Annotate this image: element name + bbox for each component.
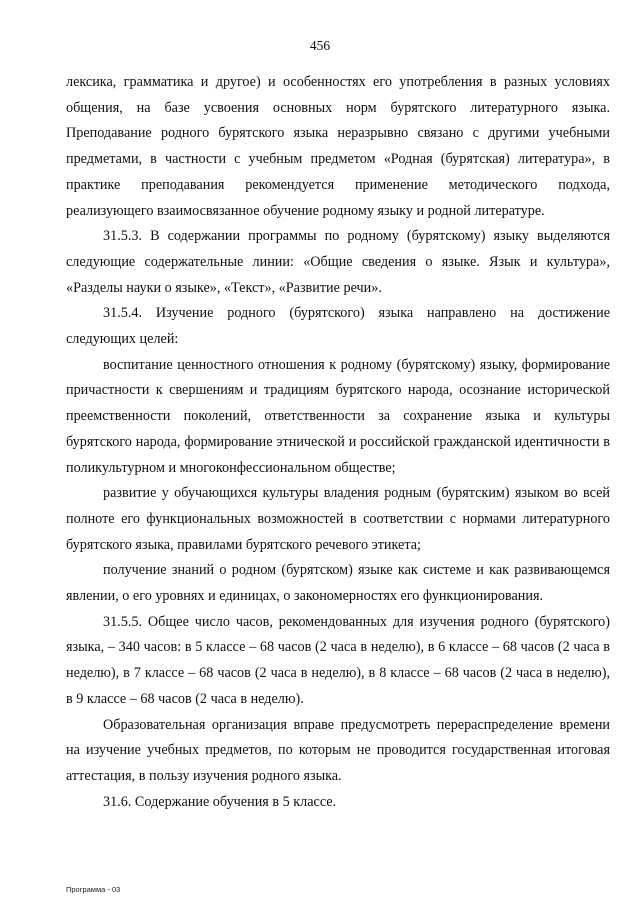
footer-label: Программа - 03 <box>66 885 121 894</box>
paragraph-31-5-3: 31.5.3. В содержании программы по родному (бурятскому) языку выделяются следующие содержательные линии: «Общие сведения о языке. Язык и культура», «Разделы науки о языке», «Текст», «Развитие речи». <box>66 228 610 296</box>
document-body <box>66 70 610 815</box>
paragraph-goal-development: развитие у обучающихся культуры владения родным (бурятским) языком во всей полноте его функциональных возможностей в соответствии с нормами литературного бурятского языка, правилами бурятского речевого этикета; <box>66 485 610 553</box>
paragraph-31-6-heading: 31.6. Содержание обучения в 5 классе. <box>103 793 337 810</box>
paragraph-redistribution: Образовательная организация вправе предусмотреть перераспределение времени на изучение учебных предметов, по которым не проводится государственная итоговая аттестация, в пользу изучения родного языка. <box>66 716 610 784</box>
paragraph-31-5-4: 31.5.4. Изучение родного (бурятского) языка направлено на достижение следующих целей: <box>66 305 610 348</box>
paragraph-goal-upbringing: воспитание ценностного отношения к родному (бурятскому) языку, формирование причастности к свершениям и традициям бурятского народа, осознание исторической преемственности поколений, ответственности за сохранение языка и культуры бурятского народа, формирование этнической и российской гражданской идентичности в поликультурном и многоконфессиональном обществе; <box>66 356 610 476</box>
page-number: 456 <box>309 38 331 53</box>
paragraph-continuation: лексика, грамматика и другое) и особенностях его употребления в разных условиях общения, на базе усвоения основных норм бурятского литературного языка. Преподавание родного бурятского языка неразрывно связано с другими учебными предметами, в частности с учебным предметом «Родная (бурятская) литература», в практике преподавания рекомендуется применение методического подхода, реализующего взаимосвязанное обучение родному языку и родной литературе. <box>66 74 610 219</box>
paragraph-goal-knowledge: получение знаний о родном (бурятском) языке как системе и как развивающемся явлении, о его уровнях и единицах, о закономерностях его функционирования. <box>66 562 610 605</box>
paragraph-31-5-5: 31.5.5. Общее число часов, рекомендованных для изучения родного (бурятского) языка, – 340 часов: в 5 классе – 68 часов (2 часа в неделю), в 6 классе – 68 часов (2 часа в неделю), в 7 классе – 68 часов (2 часа в неделю), в 8 классе – 68 часов (2 часа в неделю), в 9 классе – 68 часов (2 часа в неделю). <box>66 613 610 707</box>
